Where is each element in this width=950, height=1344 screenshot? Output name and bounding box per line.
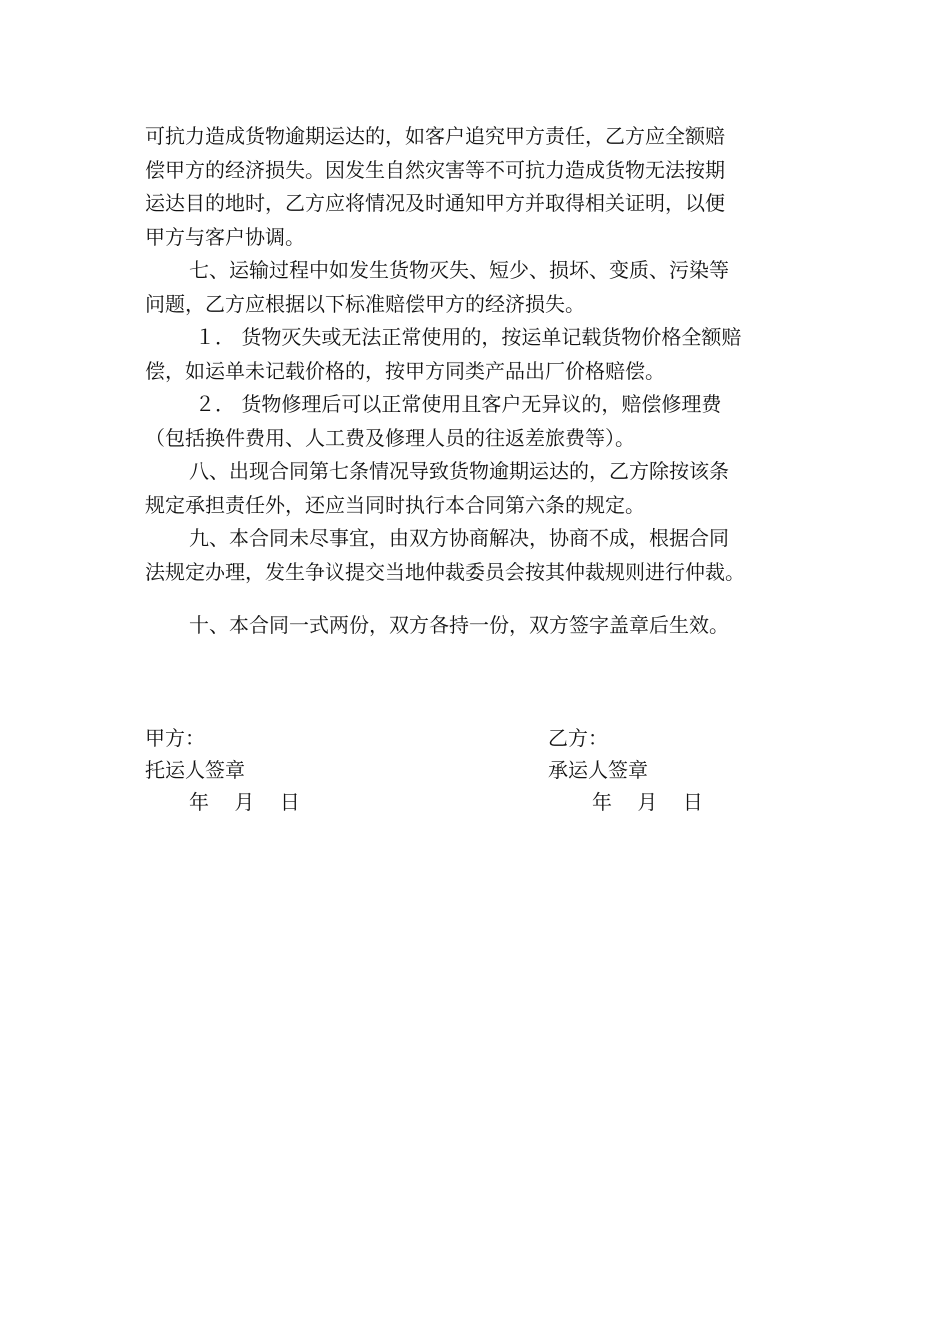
- clause-10-line: 十、本合同一式两份，双方各持一份，双方签字盖章后生效。: [189, 613, 729, 637]
- party-a-label: 甲方：: [145, 726, 205, 750]
- clause-7-item-2: （包括换件费用、人工费及修理人员的往返差旅费等）。: [145, 425, 635, 450]
- clause-8-line: 规定承担责任外，还应当同时执行本合同第六条的规定。: [145, 492, 645, 517]
- party-b-label: 乙方：: [548, 726, 608, 750]
- paragraph-gap: [145, 589, 805, 609]
- party-a-sign-label: 托运人签章: [145, 758, 245, 782]
- party-b-date: 年 月 日: [592, 790, 703, 814]
- clause-7-line: 七、运输过程中如发生货物灭失、短少、损坏、变质、污染等: [189, 258, 729, 282]
- clause-8-line: 八、出现合同第七条情况导致货物逾期运达的，乙方除按该条: [189, 459, 729, 483]
- party-b-signature-block: [548, 722, 703, 818]
- clause-7-item-1: 偿，如运单未记载价格的，按甲方同类产品出厂价格赔偿。: [145, 358, 665, 383]
- body-line: 偿甲方的经济损失。因发生自然灾害等不可抗力造成货物无法按期: [145, 157, 725, 182]
- party-a-date: 年 月 日: [189, 790, 300, 814]
- clause-7-item-2: ２． 货物修理后可以正常使用且客户无异议的，赔偿修理费: [195, 392, 722, 416]
- clause-9-line: 九、本合同未尽事宜，由双方协商解决，协商不成，根据合同: [189, 526, 729, 550]
- clause-9-line: 法规定办理，发生争议提交当地仲裁委员会按其仲裁规则进行仲裁。: [145, 559, 745, 584]
- body-line: 可抗力造成货物逾期运达的，如客户追究甲方责任，乙方应全额赔: [145, 124, 725, 148]
- party-b-sign-label: 承运人签章: [548, 758, 648, 782]
- clause-7-item-1: １． 货物灭失或无法正常使用的，按运单记载货物价格全额赔: [195, 325, 742, 349]
- party-a-signature-block: [145, 722, 300, 818]
- body-line: 甲方与客户协调。: [145, 224, 305, 249]
- body-line: 运达目的地时，乙方应将情况及时通知甲方并取得相关证明，以便: [145, 191, 725, 215]
- clause-7-line: 问题，乙方应根据以下标准赔偿甲方的经济损失。: [145, 291, 585, 316]
- contract-body: [145, 120, 805, 643]
